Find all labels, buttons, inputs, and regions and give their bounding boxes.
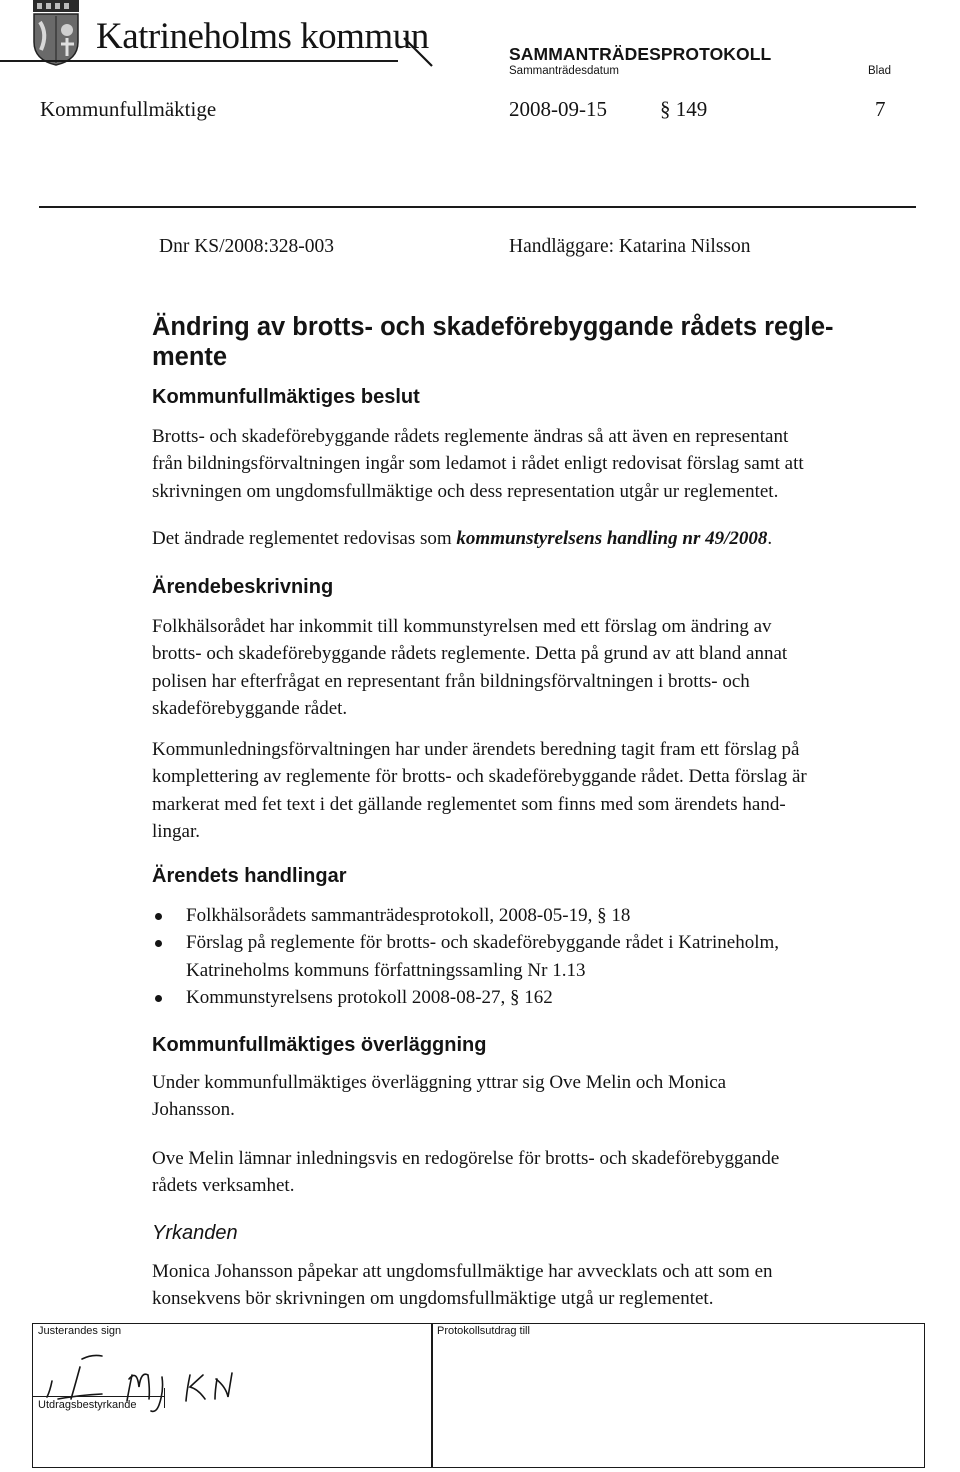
deliberation-line: Johansson. xyxy=(152,1099,235,1121)
deliberation-line: Ove Melin lämnar inledningsvis en redogörelse för brotts- och skadeförebyggande xyxy=(152,1148,780,1169)
description-line: polisen har efterfrågat en representant från bildningsförvaltningen i brotts- och xyxy=(152,670,750,692)
description-line: brotts- och skadeförebyggande rådets reglemente. Detta på grund av att bland annat xyxy=(152,643,788,665)
page-caption: Blad xyxy=(868,65,892,77)
description-paragraph-2 xyxy=(152,736,922,846)
list-item-line: Förslag på reglemente för brotts- och skadeförebyggande rådet i Katrineholm, xyxy=(186,932,780,954)
documents-heading: Ärendets handlingar xyxy=(152,865,347,887)
handling-reference: kommunstyrelsens handling nr 49/2008 xyxy=(456,528,768,549)
list-item-line: Katrineholms kommuns författningssamling Nr 1.13 xyxy=(186,959,586,981)
description-heading: Ärendebeskrivning xyxy=(152,576,334,598)
header-divider xyxy=(39,206,916,208)
decision-line: skrivningen om ungdomsfullmäktige och dess representation utgår ur reglementet. xyxy=(152,480,779,502)
description-paragraph-1 xyxy=(152,613,922,723)
list-item xyxy=(152,929,922,984)
description-line: Kommunledningsförvaltningen har under ärendets beredning tagit fram ett förslag på xyxy=(152,739,800,760)
description-line: lingar. xyxy=(152,821,201,843)
motions-line: Monica Johansson påpekar att ungdomsfullmäktige har avvecklats och att som en xyxy=(152,1261,773,1282)
decision-line: Brotts- och skadeförebyggande rådets reglemente ändras så att även en representant xyxy=(152,426,789,447)
list-item xyxy=(152,902,922,929)
documents-list xyxy=(152,902,922,1012)
case-number: Dnr KS/2008:328-003 xyxy=(159,236,334,257)
signature-box-divider xyxy=(431,1323,433,1468)
bullet-icon xyxy=(155,913,162,920)
document-title xyxy=(152,312,834,372)
decision-note-text: Det ändrade reglementet redovisas som xyxy=(152,528,457,549)
case-officer: Handläggare: Katarina Nilsson xyxy=(509,236,751,257)
paragraph-number: § 149 xyxy=(660,97,708,121)
municipality-name: Katrineholms kommun xyxy=(96,16,429,57)
certifier-box-right xyxy=(164,1388,165,1408)
meeting-date: 2008-09-15 xyxy=(509,97,607,121)
list-item xyxy=(152,984,922,1011)
decision-text xyxy=(152,423,922,505)
list-item-line: Kommunstyrelsens protokoll 2008-08-27, § 162 xyxy=(186,987,553,1009)
deliberation-line: rådets verksamhet. xyxy=(152,1175,295,1197)
decision-line: från bildningsförvaltningen ingår som ledamot i rådet enligt redovisat förslag samt att xyxy=(152,453,804,475)
decision-heading: Kommunfullmäktiges beslut xyxy=(152,386,420,408)
handwritten-initials xyxy=(40,1345,280,1425)
motions-text xyxy=(152,1258,922,1313)
date-caption: Sammanträdesdatum xyxy=(509,65,619,77)
description-line: skadeförebyggande rådet. xyxy=(152,698,348,720)
protocol-title: SAMMANTRÄDESPROTOKOLL xyxy=(509,44,772,64)
sign-caption: Justerandes sign xyxy=(38,1325,122,1337)
description-line: komplettering av reglemente för brotts- och skadeförebyggande rådet. Detta förslag är xyxy=(152,766,807,788)
municipality-logo xyxy=(31,0,81,66)
motions-heading: Yrkanden xyxy=(152,1222,238,1244)
motions-line: konsekvens bör skrivningen om ungdomsfullmäktige utgå ur reglementet. xyxy=(152,1288,714,1310)
page-number: 7 xyxy=(875,97,886,121)
certifier-box-top xyxy=(32,1396,164,1397)
deliberation-heading: Kommunfullmäktiges överläggning xyxy=(152,1034,487,1056)
bullet-icon xyxy=(155,940,162,947)
deliberation-line: Under kommunfullmäktiges överläggning yttrar sig Ove Melin och Monica xyxy=(152,1072,727,1093)
bullet-icon xyxy=(155,995,162,1002)
body-name: Kommunfullmäktige xyxy=(40,97,217,121)
description-line: Folkhälsorådet har inkommit till kommunstyrelsen med ett förslag om ändring av xyxy=(152,616,772,637)
deliberation-paragraph-2 xyxy=(152,1145,922,1200)
document-title-line: mente xyxy=(152,343,228,371)
decision-note: Det ändrade reglementet redovisas som kommunstyrelsens handling nr 49/2008. xyxy=(152,528,773,549)
list-item-line: Folkhälsorådets sammanträdesprotokoll, 2008-05-19, § 18 xyxy=(186,905,631,926)
document-title-line: Ändring av brotts- och skadeförebyggande rådets regle- xyxy=(152,313,834,341)
certifier-caption: Utdragsbestyrkande xyxy=(38,1399,137,1411)
header-underline xyxy=(0,60,398,62)
deliberation-paragraph-1 xyxy=(152,1069,922,1124)
extract-caption: Protokollsutdrag till xyxy=(437,1325,530,1337)
description-line: markerat med fet text i det gällande reglementet som finns med som ärendets hand- xyxy=(152,793,786,815)
header-slash-mark xyxy=(402,36,436,75)
